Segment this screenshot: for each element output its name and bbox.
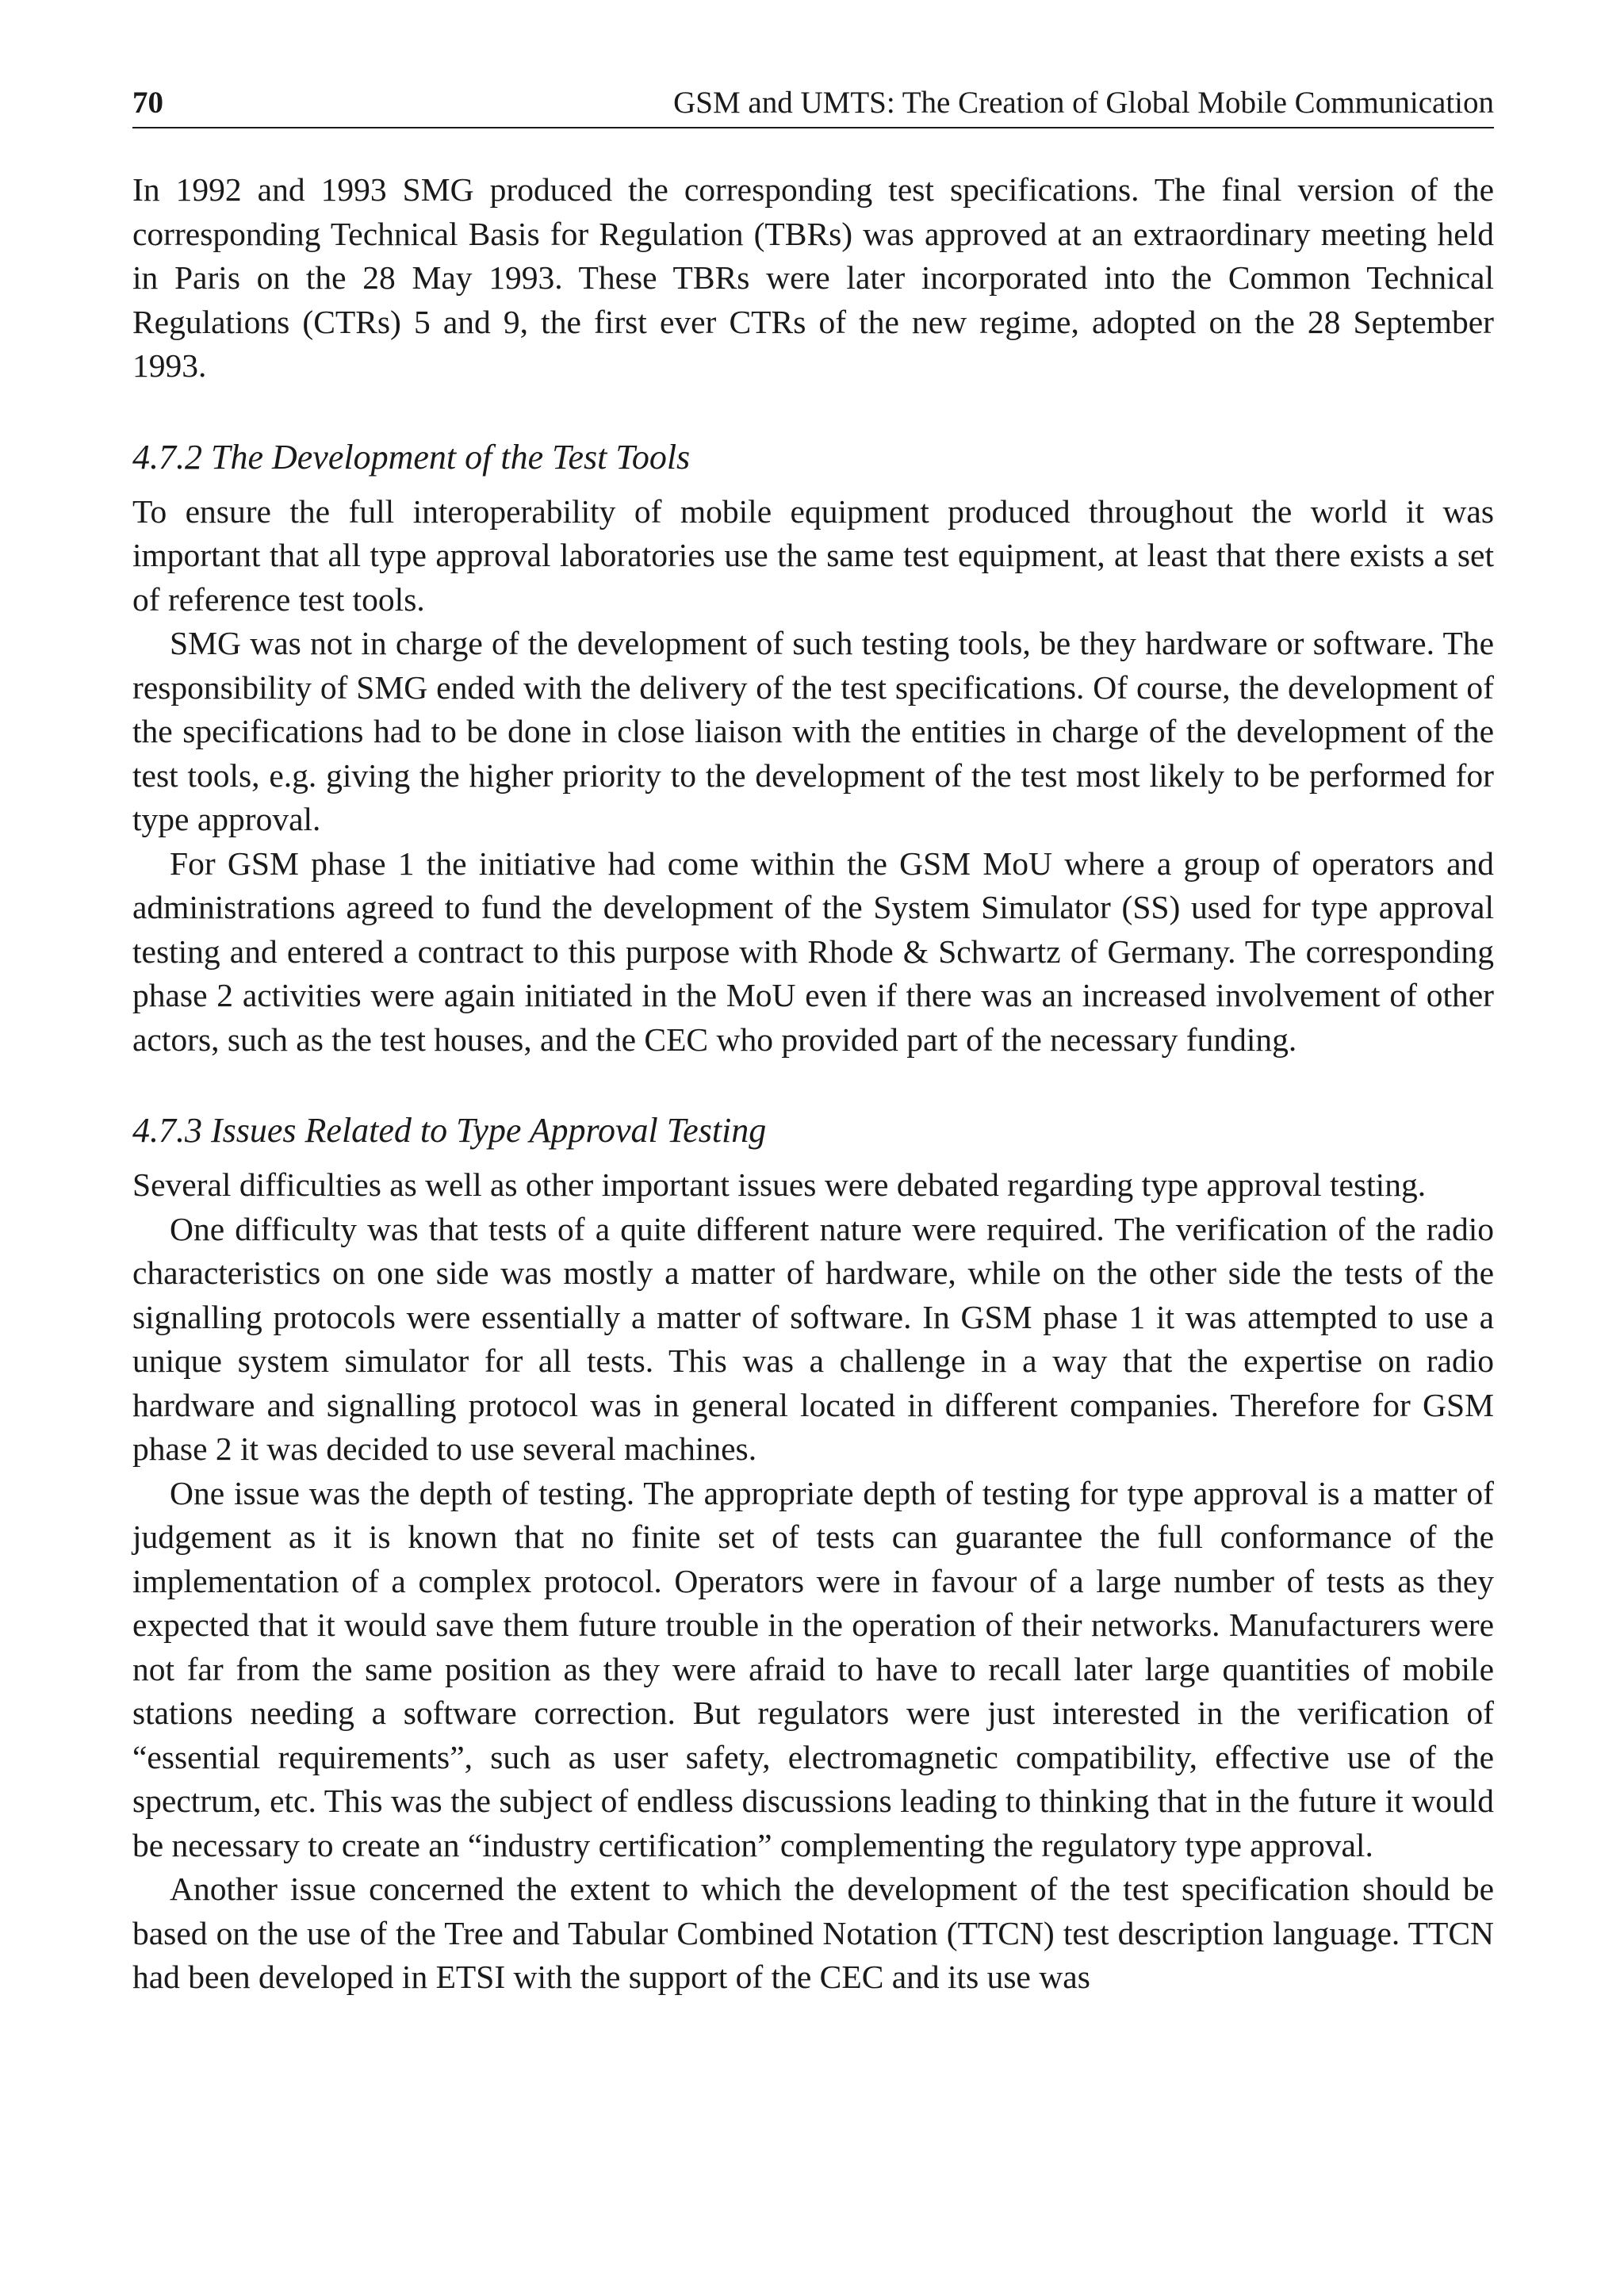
section-heading-4-7-2: 4.7.2 The Development of the Test Tools — [132, 437, 691, 477]
paragraph: To ensure the full interoperability of mobile equipment produced throughout the world it was important that all type approval laboratories use the same test equipment, at least that there exists a set of reference test tools. — [132, 492, 1494, 618]
intro-paragraph: In 1992 and 1993 SMG produced the corresponding test specifications. The final version of the corresponding Technical Basis for Regulation (TBRs) was approved at an extraordinary meeting held in Paris on the 28 May 1993. These TBRs were later incorporated into the Common Technical Regulations (CTRs) 5 and 9, the first ever CTRs of the new regime, adopted on the 28 September 1993. — [132, 171, 1494, 384]
book-title: GSM and UMTS: The Creation of Global Mobile Communication — [673, 86, 1494, 120]
book-page — [132, 82, 1494, 2000]
section-heading-4-7-3: 4.7.3 Issues Related to Type Approval Testing — [132, 1111, 767, 1150]
paragraph: One difficulty was that tests of a quite different nature were required. The verification of the radio characteristics on one side was mostly a matter of hardware, while on the other side the tests of the signalling protocols were essentially a matter of software. In GSM phase 1 it was attempted to use a unique system simulator for all tests. This was a challenge in a way that the expertise on radio hardware and signalling protocol was in general located in different companies. Therefore for GSM phase 2 it was decided to use several machines. — [132, 1210, 1494, 1467]
paragraph: Several difficulties as well as other important issues were debated regarding type approval testing. — [132, 1166, 1427, 1203]
page-number: 70 — [132, 86, 163, 120]
paragraph: For GSM phase 1 the initiative had come within the GSM MoU where a group of operators and administrations agreed to fund the development of the System Simulator (SS) used for type approval testing and entered a contract to this purpose with Rhode & Schwartz of Germany. The corresponding phase 2 activities were again initiated in the MoU even if there was an increased involvement of other actors, such as the test houses, and the CEC who provided part of the necessary funding. — [132, 844, 1494, 1058]
paragraph: SMG was not in charge of the development of such testing tools, be they hardware or software. The responsibility of SMG ended with the delivery of the test specifications. Of course, the development of the specifications had to be done in close liaison with the entities in charge of the development of the test tools, e.g. giving the higher priority to the development of the test most likely to be performed for type approval. — [132, 625, 1494, 837]
body-text — [132, 168, 1494, 2000]
running-header — [132, 82, 1494, 128]
paragraph: One issue was the depth of testing. The appropriate depth of testing for type approval is a matter of judgement as it is known that no finite set of tests can guarantee the full conformance of the implementation of a complex protocol. Operators were in favour of a large number of tests as they expected that it would save them future trouble in the operation of their networks. Manufacturers were not far from the same position as they were afraid to have to recall later large quantities of mobile stations needing a software correction. But regulators were just interested in the verification of “essential requirements”, such as user safety, electromagnetic compatibility, effective use of the spectrum, etc. This was the subject of endless discussions leading to thinking that in the future it would be necessary to create an “industry certification” complementing the regulatory type approval. — [132, 1474, 1494, 1863]
paragraph: Another issue concerned the extent to which the development of the test specification should be based on the use of the Tree and Tabular Combined Notation (TTCN) test description language. TTCN had been developed in ETSI with the support of the CEC and its use was — [132, 1871, 1494, 1995]
